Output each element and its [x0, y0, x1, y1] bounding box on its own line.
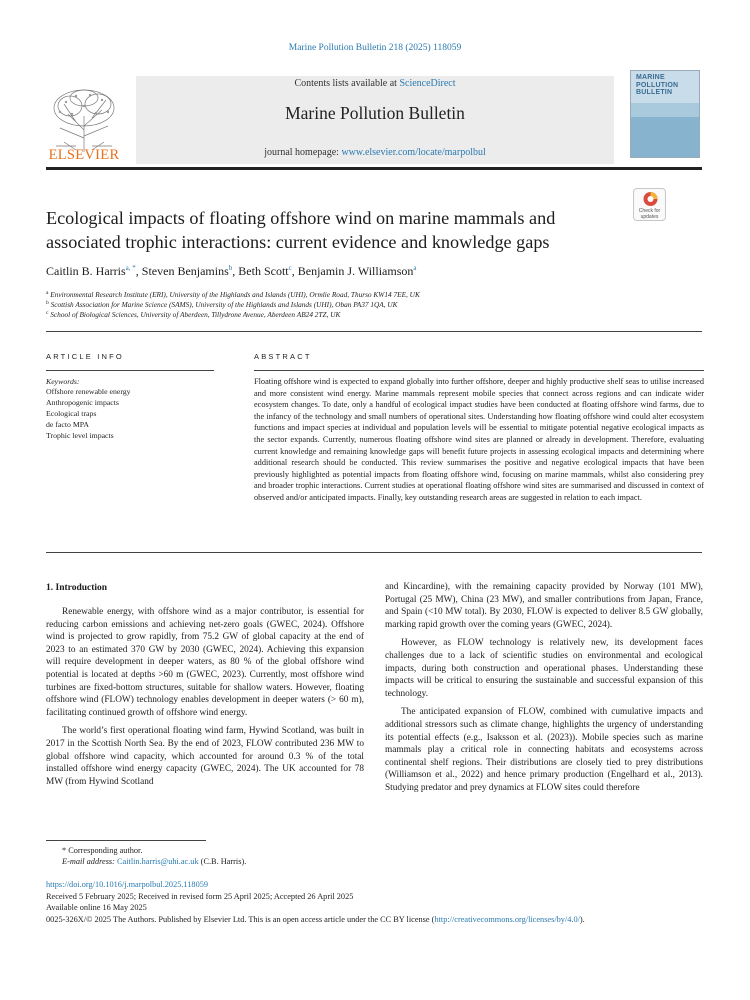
check-for-updates-badge[interactable]: [633, 188, 666, 221]
keyword-item: Ecological traps: [46, 409, 97, 418]
keyword-item: Anthropogenic impacts: [46, 398, 119, 407]
author-affiliation-marker[interactable]: a: [413, 264, 417, 272]
license-line: 0025-326X/© 2025 The Authors. Published by Elsevier Ltd. This is an open access article under the CC BY license (http://creativecommons.org/licenses/by/4.0/).: [46, 915, 585, 924]
body-paragraph: and Kincardine), with the remaining capacity provided by Norway (101 MW), Portugal (25 MW), China (23 MW), and smaller contributions from Japan, France, and Spain (<10 MW total). By 2030, FLOW is expected to deliver 8.5 GW globally, marking rapid growth over the coming years (GWEC, 2024).: [385, 582, 703, 630]
homepage-link[interactable]: www.elsevier.com/locate/marpolbul: [341, 147, 486, 158]
body-paragraph: The world’s first operational floating wind farm, Hywind Scotland, was built in 2017 in the Scottish North Sea. By the end of 2023, FLOW contributed 236 MW to global offshore wind capacity, which accounted for around 0.3 % of the total installed offshore wind energy capacity (GWEC, 2024). The UK accounted for 78 MW (from Hywind Scotland: [46, 726, 364, 787]
author-name[interactable]: Caitlin B. Harris: [46, 264, 126, 278]
body-paragraph: Renewable energy, with offshore wind as a major contributor, is essential for reducing carbon emissions and achieving net-zero goals (GWEC, 2024). Offshore wind is projected to grow rapidly, from 75.2 GW of global capacity at the end of 2023 to an estimated 370 GW by 2030 (GWEC, 2024). Achieving this expansion will require development in deeper waters, as 80 % of the global offshore wind potential is located at depths >60 m (GWEC, 2023). Currently, most offshore wind turbines are fixed-bottom structures, suitable for shallow waters. However, floating offshore wind (FLOW) technology enables development in deeper waters (> 60 m), facilitating continued growth of offshore wind energy.: [46, 607, 364, 718]
author-affiliation-marker[interactable]: a, *: [125, 264, 136, 272]
introduction-heading: 1. Introduction: [46, 583, 108, 593]
affiliation: $^a$ Environmental Research Institute (ERI), University of the Highlands and Islands (UHI), Ormlie Road, Thurso KW14 7EE, UK: [46, 290, 420, 299]
abstract-text: Floating offshore wind is expected to expand globally into further offshore, deeper and highly productive shelf seas to utilise increased and more consistent wind energy. Marine mammals represent mobile species that connect across regions and can indicate wider ecosystem changes. To date, only a handful of ecological impact studies have been conducted at floating offshore wind farms, due to the infancy of the technology and small numbers of operational sites. Understanding how floating offshore wind could alter ecosystem functions and impact species at individual and population levels will be essential to mitigate potential negative ecological impacts as the sector expands. Currently, numerous floating offshore wind sites are planned or already in development. Therefore, evaluating current knowledge and remaining knowledge gaps will benefit future projects in assessing ecological impacts and determining where additional research should be conducted. This review summarises the positive and negative ecological impacts that have been previously highlighted as potential impacts from floating offshore wind, focusing on marine mammals, whilst also considering prey and broader trophic interactions. Current studies at operational floating offshore wind sites are summarised and discussed in context of observed and/or anticipated impacts. Finally, key outstanding research areas are suggested in relation to each impact.: [254, 377, 704, 502]
author-name[interactable]: Steven Benjamins: [141, 264, 229, 278]
journal-cover-thumbnail[interactable]: [630, 70, 700, 158]
corresponding-author-note: * Corresponding author.: [62, 846, 143, 855]
email-note: E-mail address: Caitlin.harris@uhi.ac.uk (C.B. Harris).: [62, 857, 247, 866]
check-updates-label: Check for updates: [638, 208, 661, 220]
body-column-right: [385, 581, 703, 801]
contents-available-line: Contents lists available at ScienceDirect: [294, 78, 456, 89]
available-online: Available online 16 May 2025: [46, 903, 147, 912]
cover-image: [631, 117, 699, 157]
footnote-divider: [46, 840, 206, 841]
cover-title: MARINE POLLUTION BULLETIN: [636, 74, 679, 96]
author-list: Caitlin B. Harris$^{a, *}$, Steven Benjamins$^b$, Beth Scott$^c$, Benjamin J. Williamson$^a$: [46, 264, 417, 278]
keyword-item: Trophic level impacts: [46, 431, 114, 440]
article-info-heading: ARTICLE INFO: [46, 352, 124, 361]
license-link[interactable]: http://creativecommons.org/licenses/by/4.0/: [434, 915, 580, 924]
body-column-left: [46, 606, 364, 794]
author-affiliation-marker[interactable]: b: [228, 264, 233, 272]
check-updates-icon: [634, 189, 667, 209]
journal-homepage-line: journal homepage: www.elsevier.com/locate/marpolbul: [264, 147, 486, 158]
header-divider: [46, 167, 702, 170]
affiliation: $^b$ Scottish Association for Marine Science (SAMS), University of the Highlands and Islands (UHI), Oban PA37 1QA, UK: [46, 300, 398, 309]
affiliation-divider: [46, 331, 702, 332]
sciencedirect-link[interactable]: ScienceDirect: [399, 78, 456, 89]
affiliation: $^c$ School of Biological Sciences, University of Aberdeen, Tillydrone Avenue, Aberdeen AB24 2TZ, UK: [46, 310, 341, 319]
elsevier-wordmark: ELSEVIER: [48, 147, 120, 163]
keyword-item: Offshore renewable energy: [46, 387, 131, 396]
keywords-label: Keywords:: [46, 377, 80, 386]
article-info-rule: [46, 370, 214, 371]
author-name[interactable]: Benjamin J. Williamson: [297, 264, 414, 278]
abstract-rule: [254, 370, 704, 371]
body-paragraph: The anticipated expansion of FLOW, combined with cumulative impacts and additional stressors such as climate change, highlights the urgency of understanding its potential effects (e.g., Isaksson et al. (2023)). Mobile species such as marine mammals play a critical role in connecting habitats and ecosystems across continental shelf regions. Their distributions are closely tied to prey distributions (Williamson et al., 2022) and hence primary production (Engelhard et al., 2013). Studying predator and prey dynamics at FLOW sites could therefore: [385, 707, 703, 793]
journal-citation[interactable]: Marine Pollution Bulletin 218 (2025) 118059: [288, 43, 462, 53]
keyword-item: de facto MPA: [46, 420, 90, 429]
author-affiliation-marker[interactable]: c: [288, 264, 292, 272]
journal-name: Marine Pollution Bulletin: [285, 103, 465, 123]
doi-link[interactable]: https://doi.org/10.1016/j.marpolbul.2025.118059: [46, 880, 209, 889]
body-paragraph: However, as FLOW technology is relatively new, its development faces challenges due to a lack of scientific studies on environmental and ecological impacts, during both construction and operational phases. Understanding these impacts will be critical to ensuring the sustainable and successful expansion of this technology.: [385, 638, 703, 699]
abstract-heading: ABSTRACT: [254, 352, 312, 361]
author-name[interactable]: Beth Scott: [238, 264, 289, 278]
received-dates: Received 5 February 2025; Received in revised form 25 April 2025; Accepted 26 April 2025: [46, 892, 354, 901]
article-title: Ecological impacts of floating offshore wind on marine mammals and associated trophic interactions: current evidence and knowledge gaps: [46, 208, 556, 252]
email-link[interactable]: Caitlin.harris@uhi.ac.uk: [117, 857, 199, 866]
abstract-bottom-rule: [46, 552, 702, 553]
